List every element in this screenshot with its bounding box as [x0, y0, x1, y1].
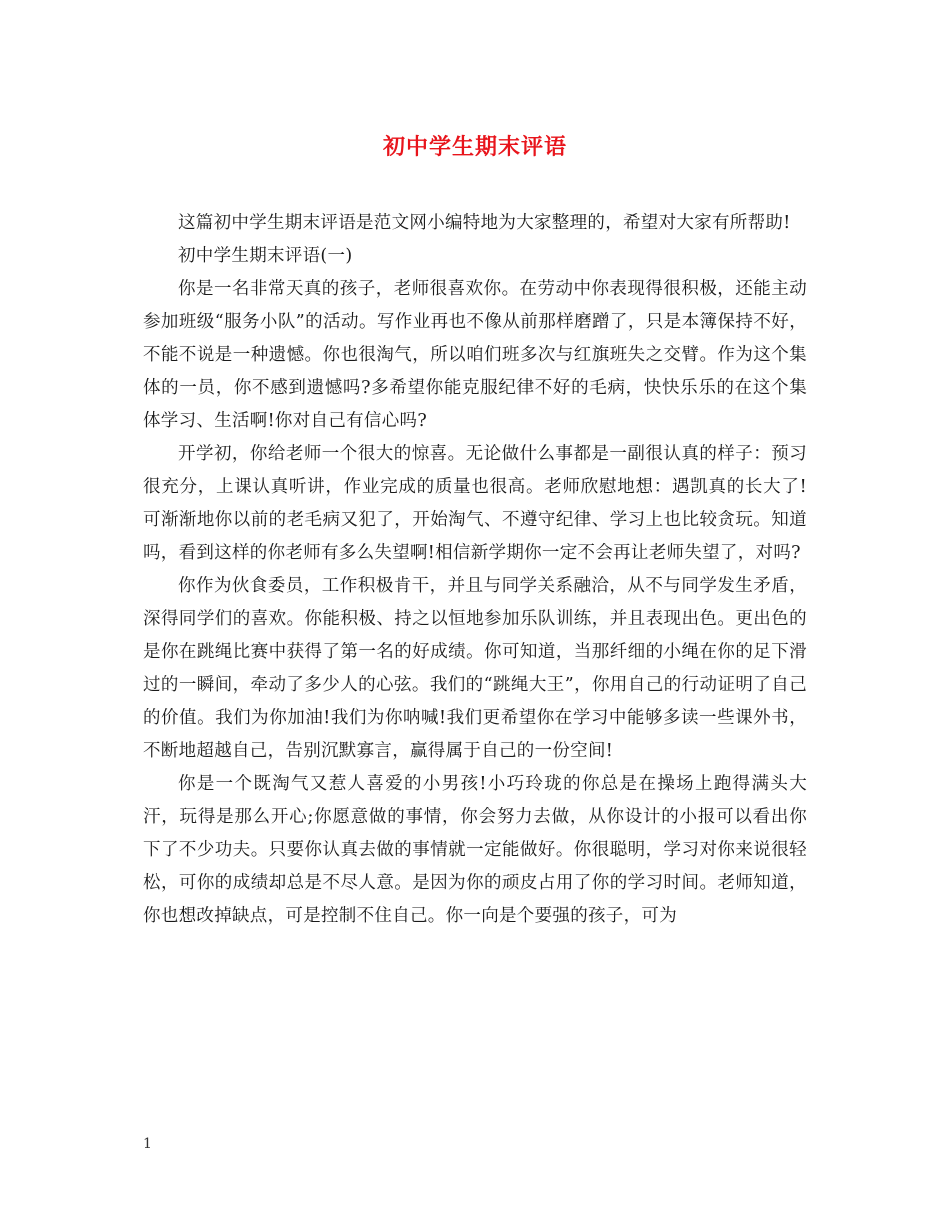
document-body	[143, 207, 807, 933]
body-paragraph: 开学初，你给老师一个很大的惊喜。无论做什么事都是一副很认真的样子：预习很充分，上课认真听讲，作业完成的质量也很高。老师欣慰地想：遇凯真的长大了!可渐渐地你以前的老毛病又犯了，开始淘气、不遵守纪律、学习上也比较贪玩。知道吗，看到这样的你老师有多么失望啊!相信新学期你一定不会再让老师失望了，对吗?	[143, 444, 807, 563]
body-paragraph: 你作为伙食委员，工作积极肯干，并且与同学关系融洽，从不与同学发生矛盾，深得同学们的喜欢。你能积极、持之以恒地参加乐队训练，并且表现出色。更出色的是你在跳绳比赛中获得了第一名的好成绩。你可知道，当那纤细的小绳在你的足下滑过的一瞬间，牵动了多少人的心弦。我们的“跳绳大王”，你用自己的行动证明了自己的价值。我们为你加油!我们为你呐喊!我们更希望你在学习中能够多读一些课外书，不断地超越自己，告别沉默寡言，赢得属于自己的一份空间!	[143, 576, 807, 761]
intro-paragraph: 这篇初中学生期末评语是范文网小编特地为大家整理的，希望对大家有所帮助!	[178, 213, 791, 233]
body-paragraph: 你是一名非常天真的孩子，老师很喜欢你。在劳动中你表现得很积极，还能主动参加班级“服务小队”的活动。写作业再也不像从前那样磨蹭了，只是本簿保持不好，不能不说是一种遗憾。你也很淘气，所以咱们班多次与红旗班失之交臂。作为这个集体的一员，你不感到遗憾吗?多希望你能克服纪律不好的毛病，快快乐乐的在这个集体学习、生活啊!你对自己有信心吗?	[143, 279, 807, 431]
body-paragraph: 你是一个既淘气又惹人喜爱的小男孩!小巧玲珑的你总是在操场上跑得满头大汗，玩得是那么开心;你愿意做的事情，你会努力去做，从你设计的小报可以看出你下了不少功夫。只要你认真去做的事情就一定能做好。你很聪明，学习对你来说很轻松，可你的成绩却总是不尽人意。是因为你的顽皮占用了你的学习时间。老师知道，你也想改掉缺点，可是控制不住自己。你一向是个要强的孩子，可为	[143, 774, 807, 926]
page-number: 1	[143, 1136, 152, 1152]
document-title: 初中学生期末评语	[382, 134, 567, 160]
section-heading: 初中学生期末评语(一)	[178, 246, 353, 266]
